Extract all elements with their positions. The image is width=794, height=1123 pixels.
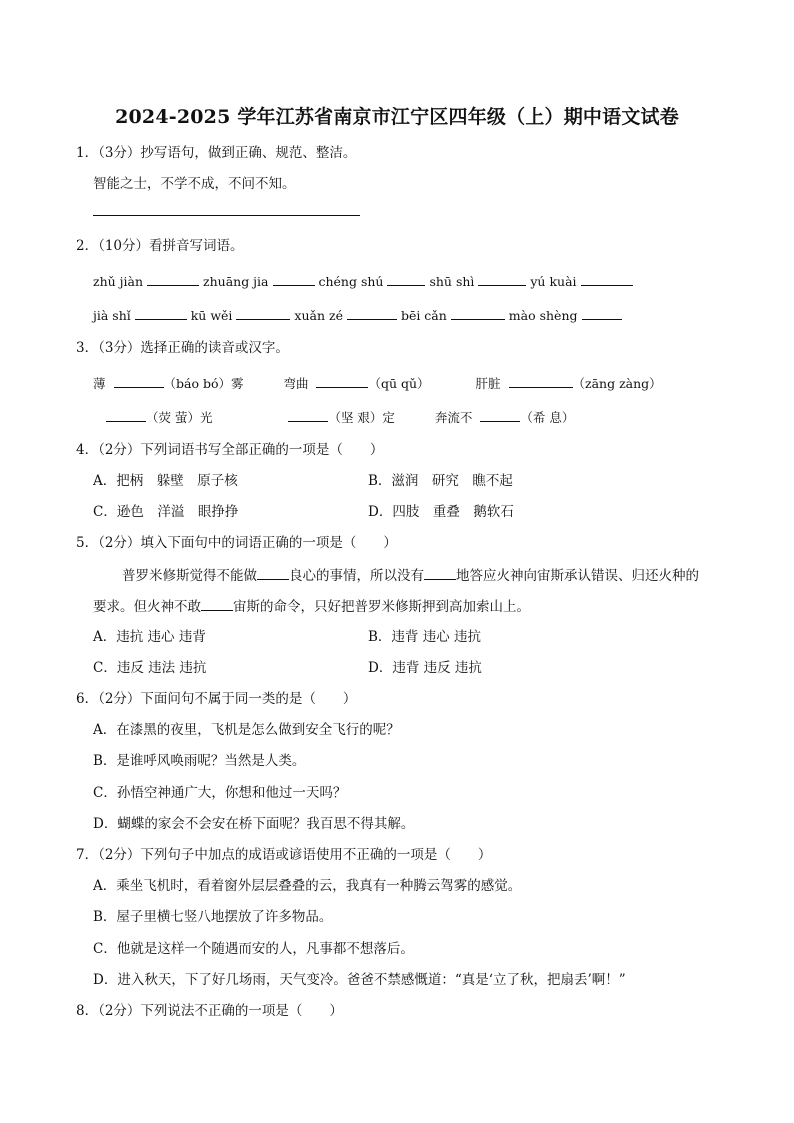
question-3-row-2 [106, 407, 574, 427]
answer-blank[interactable] [316, 373, 368, 388]
question-7-stem: 7．（2分）下列句子中加点的成语或谚语使用不正确的一项是（ ） [76, 847, 492, 863]
question-2-stem: 2．（10分）看拼音写词语。 [76, 238, 244, 254]
page-title: 2024-2025 学年江苏省南京市江宁区四年级（上）期中语文试卷 [115, 106, 679, 128]
passage-text: 要求。但火神不敢 [93, 599, 201, 615]
option-text: （báo bó）雾 [163, 376, 244, 391]
passage-text: 宙斯的命令，只好把普罗米修斯押到高加索山上。 [233, 599, 530, 615]
pinyin: yú kuài [530, 274, 577, 289]
question-6-stem: 6．（2分）下面问句不属于同一类的是（ ） [76, 691, 357, 707]
word-text: 奔流不 [434, 410, 473, 425]
option-b[interactable]: B．是谁呼风唤雨呢？当然是人类。 [93, 753, 306, 769]
question-3-row-1 [93, 373, 662, 393]
answer-blank[interactable] [451, 305, 505, 320]
answer-blank[interactable] [106, 407, 146, 422]
pinyin: zhuāng jia [203, 274, 269, 289]
answer-blank[interactable] [509, 373, 573, 388]
option-c[interactable]: C．孙悟空神通广大，你想和他过一天吗？ [93, 785, 347, 801]
answer-blank[interactable] [114, 373, 164, 388]
answer-blank[interactable] [582, 305, 622, 320]
answer-blank[interactable] [288, 407, 328, 422]
pinyin: mào shèng [508, 308, 578, 323]
option-text: （坚 艰）定 [328, 410, 395, 425]
option-a[interactable]: A．把柄 躲壁 原子核 [93, 473, 238, 489]
option-b[interactable]: B．违背 违心 违抗 [368, 629, 482, 645]
option-d[interactable]: D．进入秋天，下了好几场雨，天气变冷。爸爸不禁感慨道：“真是‘立了秋，把扇丢’啊！” [93, 972, 626, 988]
question-5-passage-line-2 [93, 596, 530, 616]
option-a[interactable]: A．在漆黑的夜里，飞机是怎么做到安全飞行的呢？ [93, 722, 400, 738]
answer-line[interactable] [93, 215, 360, 216]
option-b[interactable]: B．屋子里横七竖八地摆放了许多物品。 [93, 909, 333, 925]
passage-text: 地答应火神向宙斯承认错误、归还火种的 [456, 568, 699, 584]
word-text: 弯曲 [283, 376, 309, 391]
pinyin: bēi cǎn [400, 308, 447, 323]
answer-blank[interactable] [347, 305, 397, 320]
question-8-stem: 8．（2分）下列说法不正确的一项是（ ） [76, 1003, 343, 1019]
word-text: 肝脏 [475, 376, 501, 391]
pinyin: kū wěi [190, 308, 233, 323]
pinyin-row-2 [93, 305, 622, 325]
passage-text: 普罗米修斯觉得不能做 [122, 568, 257, 584]
answer-blank[interactable] [424, 565, 456, 580]
question-5-passage-line-1 [122, 565, 699, 585]
pinyin-row-1 [93, 271, 633, 291]
question-5-stem: 5．（2分）填入下面句中的词语正确的一项是（ ） [76, 535, 397, 551]
option-d[interactable]: D．违背 违反 违抗 [368, 660, 482, 676]
option-c[interactable]: C．逊色 洋溢 眼挣挣 [93, 504, 239, 520]
pinyin: jià shǐ [93, 308, 131, 323]
question-1-stem: 1．（3分）抄写语句，做到正确、规范、整洁。 [76, 145, 357, 161]
option-d[interactable]: D．四肢 重叠 鹅软石 [368, 504, 514, 520]
question-3-stem: 3．（3分）选择正确的读音或汉字。 [76, 340, 289, 356]
passage-text: 良心的事情，所以没有 [289, 568, 424, 584]
question-4-stem: 4．（2分）下列词语书写全部正确的一项是（ ） [76, 442, 384, 458]
answer-blank[interactable] [273, 271, 315, 286]
pinyin: xuǎn zé [294, 308, 343, 323]
answer-blank[interactable] [387, 271, 425, 286]
answer-blank[interactable] [257, 565, 289, 580]
option-text: （qū qǔ） [368, 376, 430, 391]
answer-blank[interactable] [480, 407, 520, 422]
question-1-sentence: 智能之士，不学不成，不问不知。 [93, 176, 296, 192]
answer-blank[interactable] [478, 271, 526, 286]
answer-blank[interactable] [135, 305, 187, 320]
option-d[interactable]: D．蝴蝶的家会不会安在桥下面呢？我百思不得其解。 [93, 816, 415, 832]
answer-blank[interactable] [236, 305, 290, 320]
option-a[interactable]: A．乘坐飞机时，看着窗外层层叠叠的云，我真有一种腾云驾雾的感觉。 [93, 878, 522, 894]
answer-blank[interactable] [581, 271, 633, 286]
option-a[interactable]: A．违抗 违心 违背 [93, 629, 206, 645]
pinyin: shū shì [429, 274, 475, 289]
option-c[interactable]: C．违反 违法 违抗 [93, 660, 207, 676]
word-text: 薄 [93, 376, 106, 391]
option-b[interactable]: B．滋润 研究 瞧不起 [368, 473, 513, 489]
pinyin: zhǔ jiàn [93, 274, 144, 289]
pinyin: chéng shú [318, 274, 384, 289]
option-text: （zāng zàng） [572, 376, 662, 391]
option-text: （希 息） [520, 410, 575, 425]
option-c[interactable]: C．他就是这样一个随遇而安的人，凡事都不想落后。 [93, 941, 414, 957]
answer-blank[interactable] [147, 271, 199, 286]
option-text: （荧 萤）光 [146, 410, 213, 425]
answer-blank[interactable] [201, 596, 233, 611]
